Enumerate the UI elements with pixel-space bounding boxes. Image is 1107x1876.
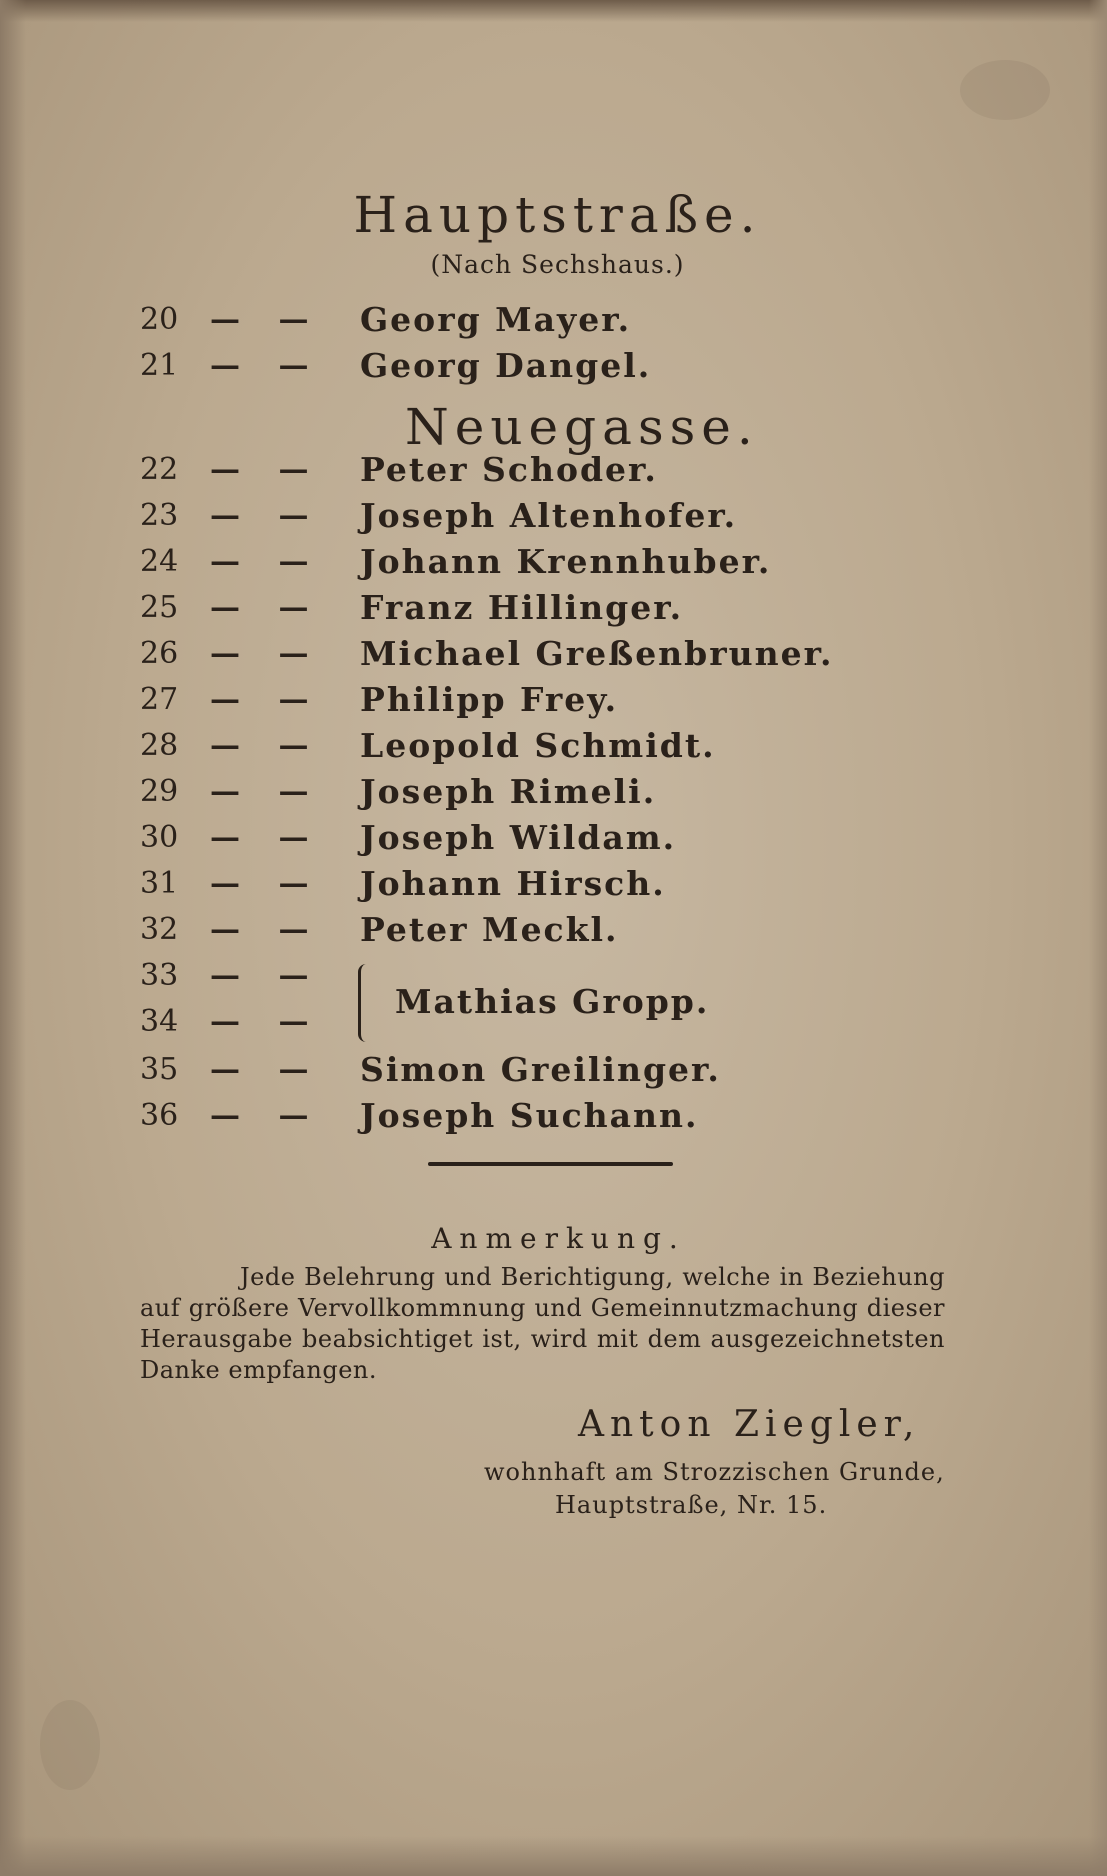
dash-separator: — — (210, 819, 323, 855)
list-item (140, 344, 960, 386)
dash-separator: — — (210, 497, 323, 533)
dash-separator: — — (210, 1097, 323, 1133)
dash-separator: — — (210, 1004, 323, 1039)
house-number: 23 (140, 497, 179, 533)
house-number: 21 (140, 347, 179, 383)
dash-separator: — — (210, 958, 323, 993)
owner-name: Georg Mayer. (360, 299, 632, 339)
note-text: Jede Belehrung und Berichtigung, welche in Beziehung auf größere Vervollkommnung und Gemeinnutzmachung dieser Herausgabe beabsichtiget ist, wird mit dem ausgezeichnetsten Danke empfangen. (140, 1263, 945, 1384)
paper-stain (960, 60, 1050, 120)
list-item (140, 494, 960, 536)
list-item (140, 770, 960, 812)
house-number: 33 (140, 958, 179, 993)
owner-name: Peter Schoder. (360, 449, 658, 489)
owner-name: Mathias Gropp. (395, 982, 710, 1021)
note-body (140, 1262, 945, 1386)
page-edge-left (0, 0, 26, 1876)
address-line: wohnhaft am Strozzischen Grunde, (484, 1458, 945, 1486)
owner-name: Georg Dangel. (360, 345, 652, 385)
street-heading-neuegasse: Neuegasse. (405, 398, 759, 456)
list-item (140, 540, 960, 582)
owner-name: Joseph Suchann. (360, 1095, 699, 1135)
list-item (140, 1094, 960, 1136)
note-title: Anmerkung. (431, 1222, 686, 1255)
dash-separator: — — (210, 635, 323, 671)
list-item (140, 724, 960, 766)
list-item (140, 632, 960, 674)
house-number: 22 (140, 451, 179, 487)
curly-brace (358, 964, 375, 1042)
owner-name: Franz Hillinger. (360, 587, 684, 627)
page-edge-bottom (0, 1836, 1107, 1876)
page-edge-right (1089, 0, 1107, 1876)
house-number: 26 (140, 635, 179, 671)
dash-separator: — — (210, 301, 323, 337)
paper-stain (40, 1700, 100, 1790)
owner-name: Leopold Schmidt. (360, 725, 716, 765)
owner-name: Joseph Wildam. (360, 817, 677, 857)
dash-separator: — — (210, 681, 323, 717)
dash-separator: — — (210, 911, 323, 947)
list-item (140, 298, 960, 340)
owner-name: Johann Krennhuber. (360, 541, 772, 581)
house-number: 20 (140, 301, 179, 337)
owner-name: Simon Greilinger. (360, 1049, 721, 1089)
house-number: 30 (140, 819, 179, 855)
house-number: 25 (140, 589, 179, 625)
dash-separator: — — (210, 589, 323, 625)
list-item (140, 448, 960, 490)
list-item (140, 1048, 960, 1090)
dash-separator: — — (210, 1051, 323, 1087)
owner-name: Joseph Rimeli. (360, 771, 657, 811)
list-item (140, 678, 960, 720)
house-number: 32 (140, 911, 179, 947)
house-number: 27 (140, 681, 179, 717)
house-number: 24 (140, 543, 179, 579)
house-number: 28 (140, 727, 179, 763)
address-line: Hauptstraße, Nr. 15. (555, 1491, 828, 1519)
dash-separator: — — (210, 451, 323, 487)
owner-name: Joseph Altenhofer. (360, 495, 738, 535)
dash-separator: — — (210, 347, 323, 383)
divider-rule (428, 1162, 673, 1166)
house-number: 36 (140, 1097, 179, 1133)
owner-name: Philipp Frey. (360, 679, 619, 719)
house-number: 34 (140, 1004, 179, 1039)
list-item (140, 908, 960, 950)
owner-name: Peter Meckl. (360, 909, 619, 949)
dash-separator: — — (210, 727, 323, 763)
house-number: 29 (140, 773, 179, 809)
dash-separator: — — (210, 773, 323, 809)
owner-name: Johann Hirsch. (360, 863, 666, 903)
street-heading-hauptstrasse: Hauptstraße. (353, 186, 762, 244)
dash-separator: — — (210, 543, 323, 579)
list-item (140, 586, 960, 628)
list-item (140, 862, 960, 904)
street-subheading: (Nach Sechshaus.) (430, 250, 685, 279)
owner-name: Michael Greßenbruner. (360, 633, 834, 673)
grouped-entry (140, 958, 960, 1048)
dash-separator: — — (210, 865, 323, 901)
list-item (140, 816, 960, 858)
house-number: 35 (140, 1051, 179, 1087)
house-number: 31 (140, 865, 179, 901)
signature-name: Anton Ziegler, (578, 1404, 921, 1445)
page-edge-top (0, 0, 1107, 22)
